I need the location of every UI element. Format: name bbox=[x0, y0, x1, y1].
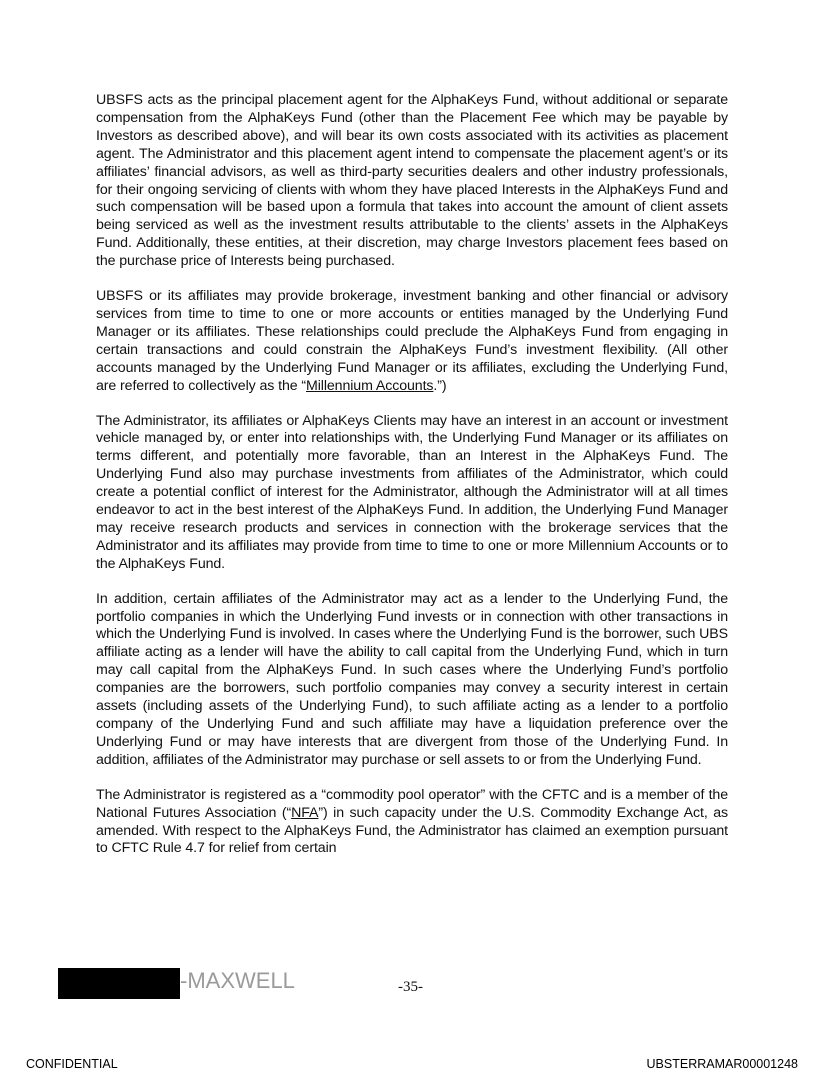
paragraph-text: The Administrator is registered as a “commodity pool operator” with the CFTC and is a member of the National Futures Association (“ bbox=[96, 786, 728, 821]
defined-term-millennium-accounts: Millennium Accounts bbox=[306, 377, 434, 394]
paragraph-text: UBSFS or its affiliates may provide brokerage, investment banking and other financial or advisory services from time to time to one or more accounts or entities managed by the Underlying Fund Manager or its affiliates. These relationships could preclude the AlphaKeys Fund from engaging in certain transactions and could constrain the AlphaKeys Fund’s investment flexibility. (All other accounts managed by the Underlying Fund Manager or its affiliates, excluding the Underlying Fund, are referred to collectively as the “ bbox=[96, 288, 728, 394]
paragraph-text: .”) bbox=[433, 377, 447, 394]
page-number: -35- bbox=[398, 979, 423, 995]
defined-term-nfa: NFA bbox=[291, 804, 319, 821]
document-body bbox=[96, 92, 728, 875]
footer-source-tag: -MAXWELL bbox=[180, 968, 295, 993]
confidential-label: CONFIDENTIAL bbox=[26, 1057, 118, 1071]
paragraph-text: ”) in such capacity under the U.S. Commodity Exchange Act, as amended. With respect to the AlphaKeys Fund, the Administrator has claimed an exemption pursuant to CFTC Rule 4.7 for relief from certain bbox=[96, 804, 728, 857]
redaction-box bbox=[58, 968, 180, 999]
paragraph-placement-agent: UBSFS acts as the principal placement agent for the AlphaKeys Fund, without additional or separate compensation from the AlphaKeys Fund (other than the Placement Fee which may be payable by Investors as described above), and will bear its own costs associated with its activities as placement agent. The Administrator and this placement agent intend to compensate the placement agent’s or its affiliates’ financial advisors, as well as third-party securities dealers and other industry professionals, for their ongoing servicing of clients with whom they have placed Interests in the AlphaKeys Fund and such compensation will be based upon a formula that takes into account the amount of client assets being serviced as well as the investment results attributable to the clients’ assets in the AlphaKeys Fund. Additionally, these entities, at their discretion, may charge Investors placement fees based on the purchase price of Interests being purchased. bbox=[96, 92, 728, 270]
paragraph-commodity-pool-operator bbox=[96, 787, 728, 859]
bates-number: UBSTERRAMAR00001248 bbox=[646, 1057, 798, 1071]
paragraph-conflicts-of-interest: The Administrator, its affiliates or AlphaKeys Clients may have an interest in an account or investment vehicle managed by, or enter into relationships with, the Underlying Fund Manager or its affiliates on terms different, and potentially more favorable, than an Interest in the AlphaKeys Fund. The Underlying Fund also may purchase investments from affiliates of the Administrator, which could create a potential conflict of interest for the Administrator, although the Administrator will at all times endeavor to act in the best interest of the AlphaKeys Fund. In addition, the Underlying Fund Manager may receive research products and services in connection with the brokerage services that the Administrator and its affiliates may provide from time to time to one or more Millennium Accounts or to the AlphaKeys Fund. bbox=[96, 412, 728, 572]
paragraph-brokerage-services bbox=[96, 288, 728, 395]
paragraph-affiliate-lender: In addition, certain affiliates of the Administrator may act as a lender to the Underlying Fund, the portfolio companies in which the Underlying Fund invests or in connection with other transactions in which the Underlying Fund is involved. In cases where the Underlying Fund is the borrower, such UBS affiliate acting as a lender will have the ability to call capital from the Underlying Fund, which in turn may call capital from the AlphaKeys Fund. In such cases where the Underlying Fund’s portfolio companies are the borrowers, such portfolio companies may convey a security interest in certain assets (including assets of the Underlying Fund), to such affiliate acting as a lender to a portfolio company of the Underlying Fund and such affiliate may have a liquidation preference over the Underlying Fund or may have interests that are divergent from those of the Underlying Fund. In addition, affiliates of the Administrator may purchase or sell assets to or from the Underlying Fund. bbox=[96, 590, 728, 768]
